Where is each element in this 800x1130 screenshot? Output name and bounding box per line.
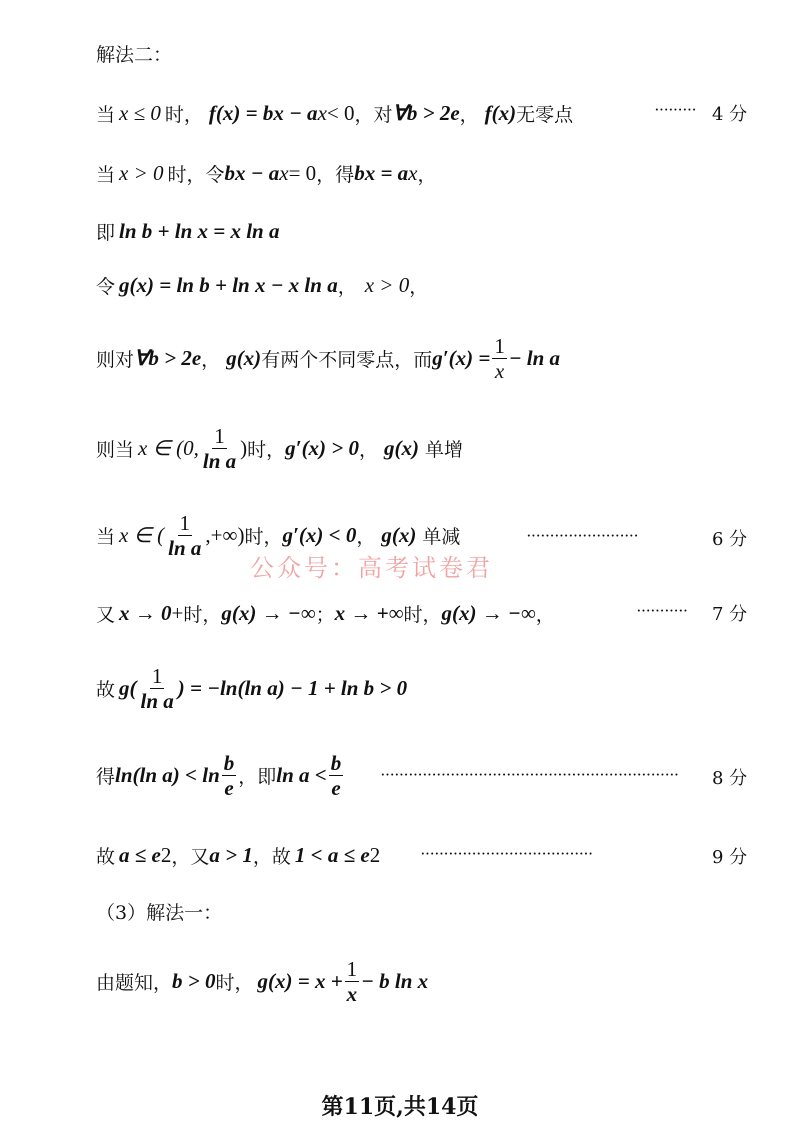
math: − ln a: [508, 346, 561, 371]
fraction: [492, 335, 507, 382]
math: f(x): [484, 101, 517, 125]
numerator: 1: [179, 511, 190, 535]
denominator: x: [346, 982, 358, 1007]
score-7: 7 分: [712, 604, 748, 625]
math: ln b + ln x = x ln a: [119, 219, 280, 243]
math: ln a <: [276, 763, 327, 788]
math: a > 1: [209, 843, 253, 867]
math: ln(ln a) < ln: [115, 763, 220, 788]
text: 单增: [425, 439, 464, 462]
line-2: [96, 160, 437, 187]
text: 则对: [96, 349, 135, 372]
text: 时，: [244, 526, 283, 549]
text: 则当: [96, 439, 135, 462]
math: x ≤ 0: [119, 101, 161, 125]
leader-dots: ································································: [380, 765, 679, 784]
text: 单减: [422, 526, 461, 549]
fraction: [139, 665, 176, 712]
math: g(x) = x +: [257, 969, 343, 994]
text: ，: [359, 439, 379, 462]
math: g′(x) < 0: [282, 523, 357, 548]
math: x → +∞: [334, 601, 404, 625]
fraction: [329, 752, 344, 799]
fraction: [345, 958, 360, 1005]
math: ∀b > 2e: [392, 101, 460, 125]
math: bx = a: [354, 161, 409, 185]
math: g(x): [384, 436, 420, 461]
text: ，故: [252, 846, 291, 868]
denominator: ln a: [202, 449, 237, 474]
math: ): [240, 436, 248, 461]
text: ，: [337, 276, 357, 298]
score-4: 4 分: [712, 104, 748, 125]
text: ，得: [316, 164, 355, 186]
math: g′(x) =: [432, 346, 491, 371]
leader-dots: ···········: [636, 601, 688, 620]
text: ，: [201, 349, 221, 372]
math: g(x) → −∞: [441, 601, 536, 625]
math: ,+∞): [205, 523, 245, 548]
line-4: [96, 272, 428, 299]
math: f(x) = bx − a: [208, 101, 318, 125]
text: 时，: [403, 604, 442, 626]
math: < 0: [326, 101, 355, 125]
math: − b ln x: [361, 969, 429, 994]
line-1: [96, 100, 573, 127]
text: ，: [459, 104, 479, 126]
math: x → 0: [119, 601, 172, 625]
text: ，对: [354, 104, 393, 126]
text: 时，: [215, 972, 254, 995]
text: 令: [96, 276, 116, 298]
text: 时，: [164, 104, 203, 126]
text: ，: [409, 276, 429, 298]
math: a ≤ e: [119, 843, 161, 867]
text: 又: [96, 604, 116, 626]
text: 即: [96, 222, 116, 244]
fraction: [201, 425, 238, 472]
line-10: [96, 752, 345, 799]
math: g(x) → −∞: [221, 601, 316, 625]
denominator: ln a: [140, 689, 174, 714]
text: 故: [96, 679, 116, 702]
superscript: 2: [160, 843, 172, 867]
text: ，: [356, 526, 376, 549]
text: 当: [96, 164, 116, 186]
math: x > 0: [119, 161, 164, 185]
text: 有两个不同零点，而: [261, 349, 433, 372]
math: x > 0: [364, 273, 410, 297]
superscript: x: [408, 161, 418, 185]
math: g(x): [381, 523, 417, 548]
math: g(x): [226, 346, 262, 371]
line-12: [96, 958, 428, 1005]
numerator: 1: [346, 957, 358, 981]
text: ；: [315, 604, 335, 626]
fraction: [166, 512, 203, 559]
line-9: [96, 665, 407, 712]
text: ，: [417, 164, 437, 186]
text: 得: [96, 766, 116, 789]
superscript: x: [279, 161, 289, 185]
score-9: 9 分: [712, 847, 748, 868]
text: 故: [96, 846, 116, 868]
math: b > 0: [172, 969, 216, 994]
fraction: [222, 752, 237, 799]
denominator: e: [224, 776, 234, 801]
line-8: [96, 600, 555, 627]
text: ，即: [238, 766, 277, 789]
denominator: e: [331, 776, 341, 801]
line-5: [96, 335, 560, 382]
math: 1 < a ≤ e: [294, 843, 370, 867]
numerator: 1: [151, 664, 163, 688]
leader-dots: ·····································: [420, 844, 593, 863]
line-3: [96, 218, 280, 245]
score-8: 8 分: [712, 768, 748, 789]
math: g(: [119, 676, 137, 701]
denominator: x: [494, 359, 505, 384]
numerator: b: [330, 751, 342, 775]
superscript: x: [317, 101, 327, 125]
text: 当: [96, 104, 116, 126]
math: g(x) = ln b + ln x − x ln a: [119, 273, 338, 297]
superscript: 2: [369, 843, 381, 867]
math: = 0: [288, 161, 317, 185]
watermark: 公众号：高考试卷君: [250, 554, 493, 582]
text: 无零点: [516, 104, 574, 126]
denominator: ln a: [168, 536, 202, 561]
text: 由题知，: [96, 972, 173, 995]
superscript: +: [171, 601, 184, 625]
line-11: [96, 842, 380, 869]
text: 时，令: [167, 164, 225, 186]
math: ) = −ln(ln a) − 1 + ln b > 0: [177, 676, 408, 701]
math: bx − a: [224, 161, 280, 185]
score-6: 6 分: [712, 529, 748, 550]
numerator: b: [223, 751, 235, 775]
leader-dots: ························: [526, 526, 638, 545]
text: 当: [96, 526, 116, 549]
leader-dots: ·········: [654, 100, 696, 119]
text: 时，: [247, 439, 286, 462]
heading-method-2: 解法二：: [96, 44, 173, 66]
text: 时，: [183, 604, 222, 626]
math: x ∈ (: [119, 523, 165, 548]
text: ，: [535, 604, 555, 626]
math: ∀b > 2e: [134, 346, 202, 371]
page-footer: 第11页,共14页: [321, 1094, 479, 1120]
numerator: 1: [214, 424, 225, 448]
heading-method-1: （3）解法一：: [96, 902, 223, 924]
math: g′(x) > 0: [285, 436, 360, 461]
text: ，又: [171, 846, 210, 868]
math: x ∈ (0,: [138, 436, 199, 461]
line-6: [96, 425, 463, 472]
numerator: 1: [494, 334, 505, 358]
